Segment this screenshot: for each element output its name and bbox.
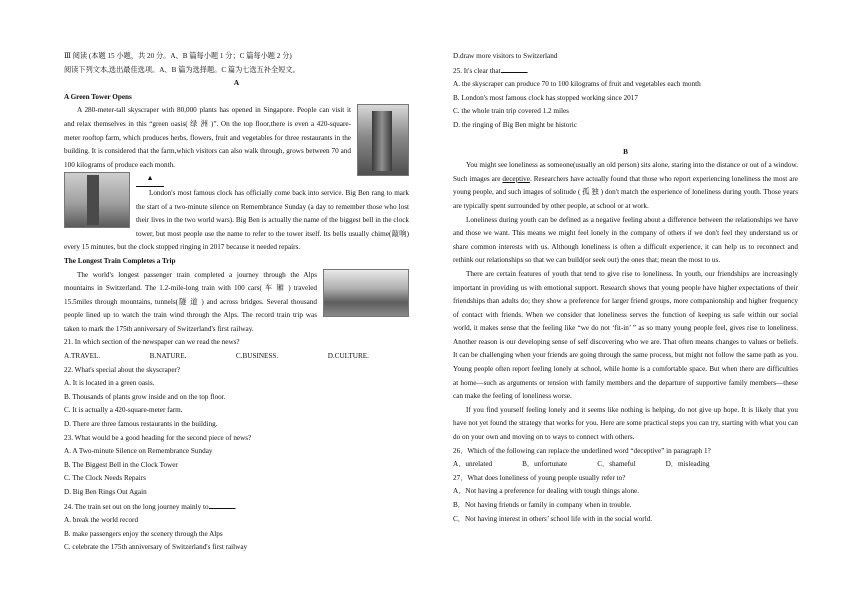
option-d[interactable]: D.draw more visitors to Switzerland <box>453 52 558 60</box>
left-column <box>64 50 409 555</box>
question-24 <box>64 500 409 515</box>
paragraph-green-tower: A 280-meter-tall skyscraper with 80,000 plants has opened in Singapore. People can visit it and relax themselves in this “green oasis( 绿 洲 )”. On the top floor,there is even a 420-square-meter rooftop farm, which produces herbs, flowers, fruit and vegetables for three restaurants in the building. It is considered that the farm,which visitors can also walk through, grows between 70 and 100 kilograms of produce each month. <box>64 106 351 169</box>
option-c[interactable]: C．Not having interest in others’ school life with in the social world. <box>453 514 653 523</box>
option-c[interactable]: C. The Clock Needs Repairs <box>64 474 146 483</box>
section-header: Ⅲ 阅读 (本题 15 小题，共 20 分。A、B 篇每小题 1 分；C 篇每小题 2 分) <box>64 52 292 60</box>
option-c[interactable]: C．shameful <box>597 460 636 469</box>
question-25-end: . <box>526 66 529 75</box>
paragraph-longest-train: The world's longest passenger train completed a journey through the Alps mountains in Switzerland. The 1.2-mile-long train with 100 cars( 车 厢 ) traveled 15.5miles through mountains, tunnels(隧 道 ) and across bridges. Several thousand people lined up to watch the train wind through the Alps. The record train trip was taken to mark the 175th anniversary of Switzerland's first railway. <box>64 270 317 333</box>
question-27: 27．What does loneliness of young people usually refer to? <box>453 473 626 482</box>
option-b[interactable]: B. The Biggest Bell in the Clock Tower <box>64 460 178 469</box>
option-c[interactable]: C.BUSINESS. <box>235 352 279 361</box>
answer-blank[interactable] <box>501 64 527 73</box>
question-23: 23. What would be a good heading for the second piece of news? <box>64 433 252 442</box>
option-a[interactable]: A. It is located in a green oasis. <box>64 379 155 388</box>
paragraph-loneliness-3: There are certain features of youth that tend to give rise to loneliness. In youth, our friendships are increasingly important in providing us with emotional support. Research shows that young people have higher expectations of their friendships than adults do; they show a preference for larger friend groups, more companionship and higher frequency of contact with friends. When we consider that loneliness serves the function of keeping us safe within our social world, it makes sense that the feeling like “we do not ‘fit-in’ ” as so many young people feel, gives rise to loneliness. Another reason is our developing sense of self discovering who we are. That often means changes to values or beliefs. It can be challenging when your friends are going through the same process, but might not follow the same path as you. Young people often report feeling lonely at school, while home is a comfortable space. But when there are difficulties at home—such as arguments or tension with family members and the departure of supportive family members—these can make the feeling of loneliness worse. <box>453 269 798 401</box>
big-ben-photo <box>64 172 130 228</box>
option-b[interactable]: B．Not having friends or family in company when in trouble. <box>453 501 632 509</box>
option-d[interactable]: D. There are three famous restaurants in the building. <box>64 420 218 429</box>
question-26-options <box>453 458 798 472</box>
option-b[interactable]: B. make passengers enjoy the scenery through the Alps <box>64 529 223 538</box>
option-d[interactable]: D.CULTURE. <box>327 352 369 361</box>
underlined-word: deceptive <box>502 174 530 183</box>
question-26: 26．Which of the following can replace the underlined word “deceptive” in paragraph 1? <box>453 446 711 455</box>
question-24-text: 24. The train set out on the long journey mainly to <box>64 502 209 511</box>
option-a[interactable]: A．unrelated <box>453 460 493 469</box>
passage-letter-b: B <box>623 147 628 156</box>
option-a[interactable]: A.TRAVEL. <box>64 352 101 361</box>
paragraph-text: You might see loneliness as someone(usually an old person) sits alone, staring into the distance or out of a window. Such images are <box>453 161 798 183</box>
question-21: 21. In which section of the newspaper can we read the news? <box>64 338 240 347</box>
option-a[interactable]: A. the skyscraper can produce 70 to 100 kilograms of fruit and vegetables each month <box>453 80 701 89</box>
option-c[interactable]: C. It is actually a 420-square-meter farm. <box>64 406 183 415</box>
option-b[interactable]: B.NATURE. <box>149 352 187 361</box>
answer-blank[interactable] <box>209 500 235 509</box>
instructions: 阅读下列文本,选出最佳选项。A、B 篇为选择题。C 篇为七选五补全短文。 <box>64 65 300 74</box>
question-24-end: . <box>234 502 237 511</box>
train-photo <box>323 269 409 317</box>
right-column <box>453 50 798 526</box>
option-b[interactable]: B．unfortunate <box>522 460 568 469</box>
question-25 <box>453 64 798 79</box>
option-a[interactable]: A．Not having a preference for dealing with tough things alone. <box>453 487 640 496</box>
question-22: 22. What's special about the skyscraper? <box>64 365 181 374</box>
paragraph-loneliness-1 <box>453 159 798 213</box>
news-title-green-tower: A Green Tower Opens <box>64 92 132 101</box>
paragraph-big-ben-text: London's most famous clock has officially come back into service. Big Ben rang to mark the start of a two-minute silence on Remembrance Sunday (a day to remember those who lost their lives in the two world wars). Big Ben is actually the name of the biggest bell in the clock tower, but most people use the name to refer to the tower itself. Its bells usually chime(敲响) every 15 minutes, but the clock stopped ringing in 2017 because it needed repairs. <box>64 188 409 252</box>
option-c[interactable]: C. the whole train trip covered 1.2 miles <box>453 107 569 116</box>
option-b[interactable]: B. Thousands of plants grow inside and on the top floor. <box>64 392 226 401</box>
question-25-text: 25. It's clear that <box>453 66 501 75</box>
passage-letter-a: A <box>233 79 240 88</box>
option-b[interactable]: B. London's most famous clock has stopped working since 2017 <box>453 93 638 102</box>
option-a[interactable]: A. break the world record <box>64 516 139 525</box>
paragraph-text: . Researchers have actually found that those who report experiencing loneliness the most are young people, and such images of solitude ( 孤 独 ) don't match the experience of loneliness during youth. Those years are typically spent surrounded by other people, at school or at work. <box>453 174 798 210</box>
paragraph-loneliness-4: If you find yourself feeling lonely and it seems like nothing is helping, do not give up hope. It is likely that you have not yet found the strategy that works for you. Here are some practical steps you can try, starting with what you can do on your own and moving on to ways to connect with others. <box>453 405 798 442</box>
option-d[interactable]: D. Big Ben Rings Out Again <box>64 488 147 496</box>
option-a[interactable]: A. A Two-minute Silence on Remembrance Sunday <box>64 447 213 456</box>
news-title-longest-train: The Longest Train Completes a Trip <box>64 256 176 265</box>
option-c[interactable]: C. celebrate the 175th anniversary of Switzerland's first railway <box>64 543 248 552</box>
option-d[interactable]: D. the ringing of Big Ben might be historic <box>453 120 577 129</box>
question-21-options <box>64 350 409 364</box>
option-d[interactable]: D．misleading <box>665 460 710 469</box>
skyscraper-photo <box>357 104 409 176</box>
missing-heading-blank: ▲ <box>136 172 164 187</box>
paragraph-loneliness-2: Loneliness during youth can be defined as a negative feeling about a difference between the relationships we have and those we want. This means we might feel lonely in the company of others if we don't feel they understand us or share common interests with us. Although loneliness is often a difficult experience, it can help us to reconnect and rethink our relationships so that we can build(or seek out) the ones that; mean the most to us. <box>453 215 798 265</box>
